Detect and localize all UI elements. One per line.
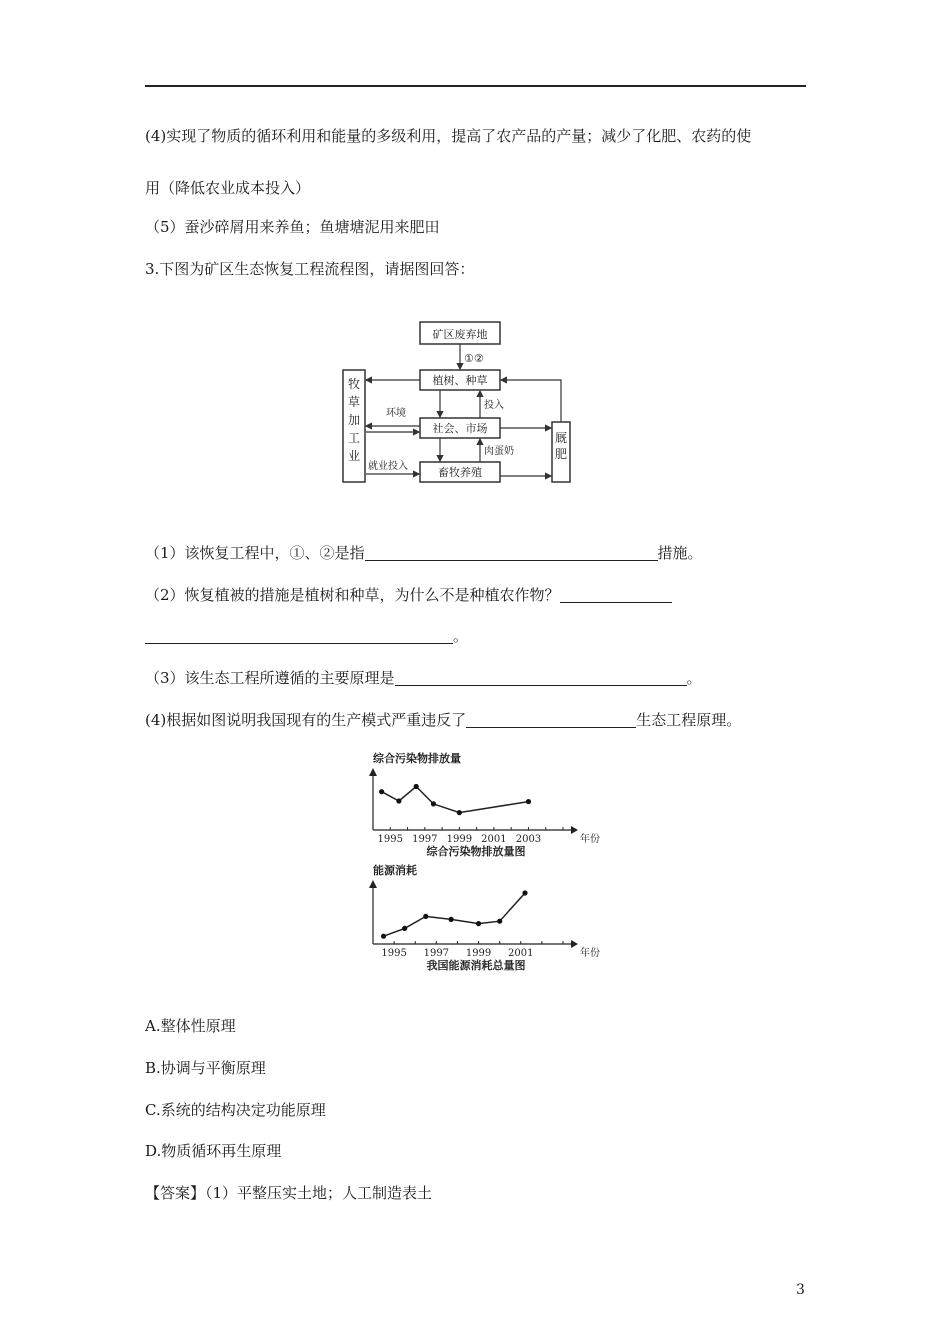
- flow-society-label: 社会、市场: [432, 422, 488, 435]
- data-point: [522, 890, 527, 895]
- subq-2-cont: 。: [145, 626, 468, 646]
- header-rule: [145, 85, 806, 87]
- y-axis-arrow: [369, 880, 377, 888]
- chart-title: 综合污染物排放量图: [426, 845, 526, 858]
- answer-blank-4[interactable]: [466, 711, 636, 728]
- x-axis-arrow: [571, 940, 578, 948]
- flow-invest-label: 投入: [484, 400, 504, 411]
- option-c: C.系统的结构决定功能原理: [145, 1101, 326, 1119]
- x-tick-label: 2001: [481, 834, 507, 845]
- answer-line-4b: 用（降低农业成本投入）: [145, 179, 311, 197]
- option-b: B.协调与平衡原理: [145, 1059, 266, 1077]
- data-point: [497, 919, 502, 924]
- data-point: [423, 914, 428, 919]
- data-point: [402, 926, 407, 931]
- data-point: [449, 917, 454, 922]
- question-3-intro: 3.下图为矿区生态恢复工程流程图，请据图回答：: [145, 260, 475, 278]
- x-tick-label: 1999: [465, 948, 492, 959]
- answer-blank-1[interactable]: [365, 544, 658, 561]
- y-axis-arrow: [369, 768, 377, 776]
- answer-blank-3[interactable]: [395, 669, 687, 686]
- flow-livestock-label: 畜牧养殖: [438, 466, 482, 479]
- restoration-flowchart: [340, 318, 580, 488]
- answer-blank-2b[interactable]: [145, 627, 453, 644]
- data-point: [396, 798, 401, 803]
- x-tick-label: 1997: [423, 948, 450, 959]
- x-tick-label: 1997: [412, 834, 438, 845]
- option-d: D.物质循环再生原理: [145, 1142, 282, 1160]
- flow-env-label: 环境: [386, 408, 406, 419]
- x-tick-label: 1995: [377, 834, 403, 845]
- x-axis-arrow: [571, 826, 578, 834]
- pollution-line-chart: [365, 748, 600, 863]
- subq-4: (4)根据如图说明我国现有的生产模式严重违反了 生态工程原理。: [145, 711, 742, 729]
- flow-top-label: 矿区废弃地: [432, 328, 488, 341]
- x-tick-label: 1999: [446, 834, 473, 845]
- answer-blank-2a[interactable]: [560, 586, 672, 603]
- data-point: [414, 784, 419, 789]
- x-tick-label: 2001: [508, 948, 534, 959]
- flow-forage-label: 牧草加工业: [347, 377, 361, 463]
- series-line: [382, 787, 529, 813]
- subq-2: （2）恢复植被的措施是植树和种草，为什么不是种植农作物？: [145, 585, 672, 605]
- y-axis-label: 综合污染物排放量: [373, 752, 461, 765]
- data-point: [457, 810, 462, 815]
- data-point: [476, 921, 481, 926]
- answer-line-5: （5）蚕沙碎屑用来养鱼；鱼塘塘泥用来肥田: [145, 218, 440, 236]
- option-a: A.整体性原理: [145, 1017, 236, 1035]
- data-point: [381, 934, 386, 939]
- flow-plant-label: 植树、种草: [432, 374, 488, 387]
- flow-steps-label: ①②: [464, 352, 484, 365]
- answer-line: 【答案】（1）平整压实土地；人工制造表土: [145, 1184, 433, 1202]
- x-axis-label: 年份: [580, 834, 600, 845]
- answer-line-4a: (4)实现了物质的循环利用和能量的多级利用，提高了农产品的产量；减少了化肥、农药的使: [145, 127, 752, 145]
- flow-jobs-label: 就业投入: [368, 461, 408, 472]
- data-point: [379, 789, 384, 794]
- flow-meat-label: 肉蛋奶: [484, 446, 514, 457]
- subq-3: （3）该生态工程所遵循的主要原理是 。: [145, 669, 702, 687]
- page-number: 3: [796, 1282, 805, 1298]
- x-tick-label: 2003: [515, 834, 542, 845]
- subq-1: （1）该恢复工程中，①、②是指 措施。: [145, 544, 703, 562]
- x-tick-label: 1995: [381, 948, 407, 959]
- data-point: [431, 801, 436, 806]
- energy-line-chart: [365, 864, 600, 982]
- y-axis-label: 能源消耗: [373, 864, 417, 877]
- x-axis-label: 年份: [580, 948, 600, 959]
- chart-title: 我国能源消耗总量图: [426, 959, 526, 972]
- flow-manure-label: 厩肥: [554, 431, 568, 461]
- data-point: [526, 799, 531, 804]
